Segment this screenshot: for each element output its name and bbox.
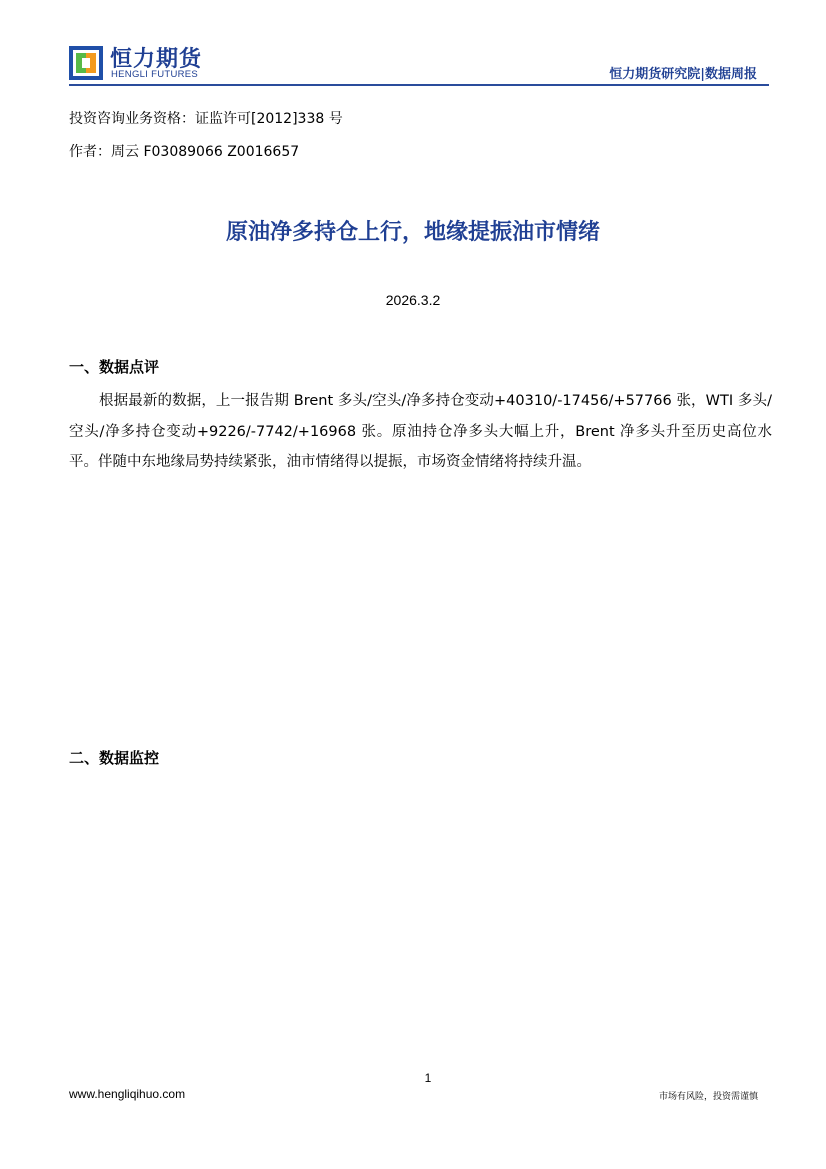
footer-website-link[interactable]: www.hengliqihuo.com xyxy=(69,1087,186,1101)
section-heading-monitoring: 二、数据监控 xyxy=(69,749,160,767)
author-info: 作者：周云 F03089066 Z0016657 xyxy=(69,144,300,160)
license-info: 投资咨询业务资格：证监许可[2012]338 号 xyxy=(69,111,343,127)
report-title: 原油净多持仓上行，地缘提振油市情绪 xyxy=(225,220,600,245)
hengli-logo-icon xyxy=(69,46,103,80)
commentary-paragraph: 根据最新的数据，上一报告期 Brent 多头/空头/净多持仓变动+40310/-17456/+57766 张，WTI 多头/空头/净多持仓变动+9226/-7742/+16968 张。原油持仓净多头大幅上升，Brent 净多头升至历史高位水平。伴随中东地缘局势持续紧张，油市情绪得以提振，市场资金情绪将持续升温。 xyxy=(69,393,772,470)
report-date: 2026.3.2 xyxy=(385,292,441,308)
brand-name-en: HENGLI FUTURES xyxy=(111,69,199,80)
risk-notice: 市场有风险，投资需谨慎 xyxy=(658,1092,758,1102)
report-series-label: 恒力期货研究院|数据周报 xyxy=(609,67,757,82)
header-divider xyxy=(69,84,769,86)
section-heading-commentary: 一、数据点评 xyxy=(69,358,160,376)
page-number: 1 xyxy=(424,1071,432,1085)
brand-name-cn: 恒力期货 xyxy=(110,47,203,72)
